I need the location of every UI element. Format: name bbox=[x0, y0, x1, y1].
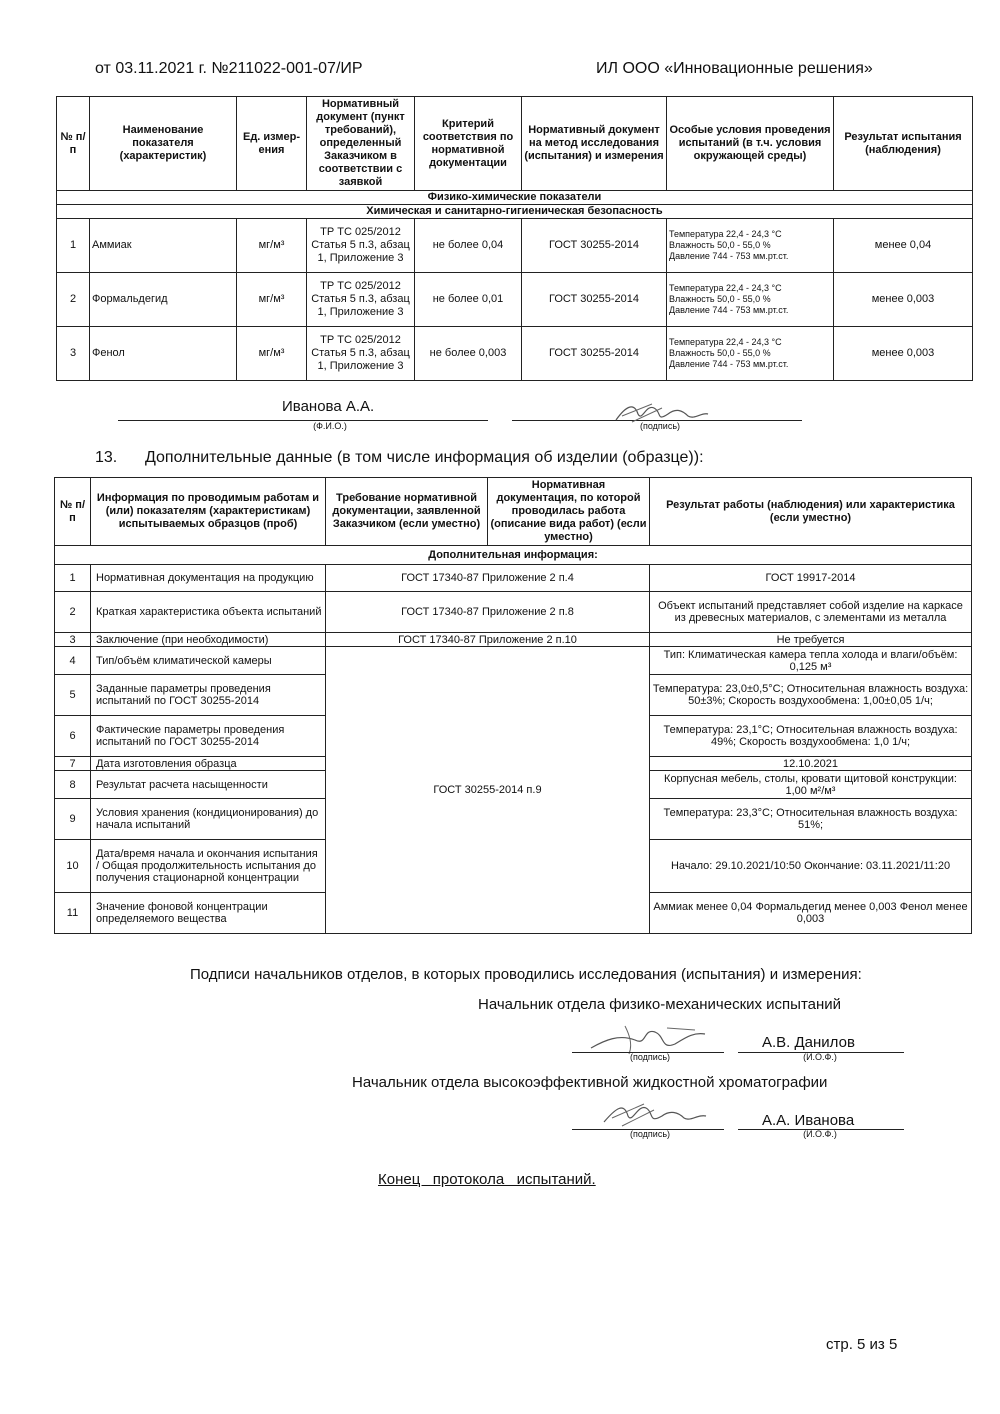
row-result: Аммиак менее 0,04 Формальдегид менее 0,003 Фенол менее 0,003 bbox=[650, 893, 972, 934]
row-info: Фактические параметры проведения испытаний по ГОСТ 30255-2014 bbox=[91, 716, 326, 757]
col-num: № п/п bbox=[55, 478, 91, 546]
heads-signatures-title: Подписи начальников отделов, в которых проводились исследования (испытания) и измерения: bbox=[190, 966, 862, 983]
row-num: 1 bbox=[55, 565, 91, 592]
row-num: 7 bbox=[55, 757, 91, 771]
protocol-reference: от 03.11.2021 г. №211022-001-07/ИР bbox=[95, 60, 363, 77]
dept2-head-name: А.А. Иванова bbox=[762, 1112, 855, 1129]
table-row bbox=[55, 592, 972, 633]
row-num: 9 bbox=[55, 799, 91, 840]
dept1-head-name: А.В. Данилов bbox=[762, 1034, 855, 1051]
row-result: Корпусная мебель, столы, кровати щитовой конструкции: 1,00 м²/м³ bbox=[650, 771, 972, 799]
row-num: 5 bbox=[55, 675, 91, 716]
row-num: 2 bbox=[55, 592, 91, 633]
row-result: ГОСТ 19917-2014 bbox=[650, 565, 972, 592]
sign-caption: (подпись) bbox=[629, 1052, 671, 1062]
row-doc: ГОСТ 17340-87 Приложение 2 п.4 bbox=[326, 565, 650, 592]
table-row bbox=[55, 647, 972, 675]
table-row bbox=[57, 273, 973, 327]
sign-caption: (подпись) bbox=[629, 1129, 671, 1139]
row-num: 8 bbox=[55, 771, 91, 799]
row-num: 6 bbox=[55, 716, 91, 757]
col-criterion: Критерий соответствия по нормативной документации bbox=[415, 97, 522, 191]
row-result: Начало: 29.10.2021/10:50 Окончание: 03.11.2021/11:20 bbox=[650, 840, 972, 893]
row-info: Значение фоновой концентрации определяемого вещества bbox=[91, 893, 326, 934]
executor-name: Иванова А.А. bbox=[282, 398, 375, 415]
row-result: Температура: 23,1°С; Относительная влажность воздуха: 49%; Скорость воздухообмена: 1,0 1/ч; bbox=[650, 716, 972, 757]
row-info: Краткая характеристика объекта испытаний bbox=[91, 592, 326, 633]
row-result: менее 0,003 bbox=[834, 327, 973, 381]
col-unit: Ед. измер-ения bbox=[237, 97, 307, 191]
col-doc: Нормативный документ (пункт требований), определенный Заказчиком в соответствии с заявкой bbox=[307, 97, 415, 191]
row-criterion: не более 0,01 bbox=[415, 273, 522, 327]
row-result: менее 0,003 bbox=[834, 273, 973, 327]
row-unit: мг/м³ bbox=[237, 219, 307, 273]
sign-caption: (подпись) bbox=[639, 421, 681, 431]
section-title: Дополнительная информация: bbox=[55, 546, 972, 565]
name-caption: (Ф.И.О.) bbox=[313, 421, 347, 431]
col-info: Информация по проводимым работам и (или) показателям (характеристикам) испытываемых образцов (проб) bbox=[91, 478, 326, 546]
table-row bbox=[57, 219, 973, 273]
name-caption: (И.О.Ф.) bbox=[803, 1052, 837, 1062]
row-method: ГОСТ 30255-2014 bbox=[522, 273, 667, 327]
col-name: Наименование показателя (характеристик) bbox=[90, 97, 237, 191]
col-num: № п/п bbox=[57, 97, 90, 191]
row-result: Температура: 23,3°С; Относительная влажность воздуха: 51%; bbox=[650, 799, 972, 840]
dept2-title: Начальник отдела высокоэффективной жидкостной хроматографии bbox=[352, 1074, 828, 1091]
table-row bbox=[57, 327, 973, 381]
col-requirement: Требование нормативной документации, заявленной Заказчиком (если уместно) bbox=[326, 478, 488, 546]
row-doc: ТР ТС 025/2012 Статья 5 п.3, абзац 1, Приложение 3 bbox=[307, 327, 415, 381]
row-num: 3 bbox=[55, 633, 91, 647]
name-caption: (И.О.Ф.) bbox=[803, 1129, 837, 1139]
row-method: ГОСТ 30255-2014 bbox=[522, 327, 667, 381]
col-normative-doc: Нормативная документация, по которой проводилась работа (описание вида работ) (если уместно) bbox=[488, 478, 650, 546]
row-conditions: Температура 22,4 - 24,3 °С Влажность 50,0 - 55,0 % Давление 744 - 753 мм.рт.ст. bbox=[667, 273, 834, 327]
subsection-title: Химическая и санитарно-гигиеническая безопасность bbox=[57, 205, 973, 219]
row-result: менее 0,04 bbox=[834, 219, 973, 273]
row-doc: ТР ТС 025/2012 Статья 5 п.3, абзац 1, Приложение 3 bbox=[307, 219, 415, 273]
row-num: 2 bbox=[57, 273, 90, 327]
row-result: Объект испытаний представляет собой изделие на каркасе из древесных материалов, с элементами из металла bbox=[650, 592, 972, 633]
merged-doc: ГОСТ 30255-2014 п.9 bbox=[326, 647, 650, 934]
row-criterion: не более 0,003 bbox=[415, 327, 522, 381]
col-result: Результат работы (наблюдения) или характеристика (если уместно) bbox=[650, 478, 972, 546]
page-number: стр. 5 из 5 bbox=[826, 1336, 898, 1353]
row-num: 4 bbox=[55, 647, 91, 675]
row-info: Заключение (при необходимости) bbox=[91, 633, 326, 647]
col-conditions: Особые условия проведения испытаний (в т.ч. условия окружающей среды) bbox=[667, 97, 834, 191]
row-num: 3 bbox=[57, 327, 90, 381]
row-conditions: Температура 22,4 - 24,3 °С Влажность 50,0 - 55,0 % Давление 744 - 753 мм.рт.ст. bbox=[667, 327, 834, 381]
section-number: 13. bbox=[95, 449, 118, 466]
row-unit: мг/м³ bbox=[237, 327, 307, 381]
row-conditions: Температура 22,4 - 24,3 °С Влажность 50,0 - 55,0 % Давление 744 - 753 мм.рт.ст. bbox=[667, 219, 834, 273]
row-result: Не требуется bbox=[650, 633, 972, 647]
row-num: 11 bbox=[55, 893, 91, 934]
row-name: Фенол bbox=[90, 327, 237, 381]
row-doc: ГОСТ 17340-87 Приложение 2 п.10 bbox=[326, 633, 650, 647]
dept1-title: Начальник отдела физико-механических испытаний bbox=[478, 996, 842, 1013]
col-method: Нормативный документ на метод исследования (испытания) и измерения bbox=[522, 97, 667, 191]
row-info: Тип/объём климатической камеры bbox=[91, 647, 326, 675]
row-info: Условия хранения (кондиционирования) до начала испытаний bbox=[91, 799, 326, 840]
row-method: ГОСТ 30255-2014 bbox=[522, 219, 667, 273]
row-result: Тип: Климатическая камера тепла холода и влаги/объём: 0,125 м³ bbox=[650, 647, 972, 675]
col-result: Результат испытания (наблюдения) bbox=[834, 97, 973, 191]
table-row bbox=[55, 633, 972, 647]
additional-info-table bbox=[54, 477, 972, 934]
row-result: 12.10.2021 bbox=[650, 757, 972, 771]
row-doc: ТР ТС 025/2012 Статья 5 п.3, абзац 1, Приложение 3 bbox=[307, 273, 415, 327]
protocol-end: Конец протокола испытаний. bbox=[378, 1171, 596, 1188]
lab-name: ИЛ ООО «Инновационные решения» bbox=[596, 60, 873, 77]
row-info: Дата/время начала и окончания испытания / Общая продолжительность испытания до получения стационарной концентрации bbox=[91, 840, 326, 893]
row-info: Дата изготовления образца bbox=[91, 757, 326, 771]
test-results-table bbox=[56, 96, 973, 381]
row-unit: мг/м³ bbox=[237, 273, 307, 327]
row-info: Нормативная документация на продукцию bbox=[91, 565, 326, 592]
section-title: Физико-химические показатели bbox=[57, 191, 973, 205]
row-num: 1 bbox=[57, 219, 90, 273]
row-name: Формальдегид bbox=[90, 273, 237, 327]
row-info: Результат расчета насыщенности bbox=[91, 771, 326, 799]
row-info: Заданные параметры проведения испытаний по ГОСТ 30255-2014 bbox=[91, 675, 326, 716]
signature-ivanova bbox=[612, 398, 712, 428]
row-result: Температура: 23,0±0,5°С; Относительная влажность воздуха: 50±3%; Скорость воздухообмена: 1,00±0,05 1/ч; bbox=[650, 675, 972, 716]
table-row bbox=[55, 565, 972, 592]
row-doc: ГОСТ 17340-87 Приложение 2 п.8 bbox=[326, 592, 650, 633]
row-criterion: не более 0,04 bbox=[415, 219, 522, 273]
row-name: Аммиак bbox=[90, 219, 237, 273]
section-title: Дополнительные данные (в том числе информация об изделии (образце)): bbox=[145, 449, 704, 466]
row-num: 10 bbox=[55, 840, 91, 893]
signature-ivanova-2 bbox=[600, 1098, 710, 1132]
